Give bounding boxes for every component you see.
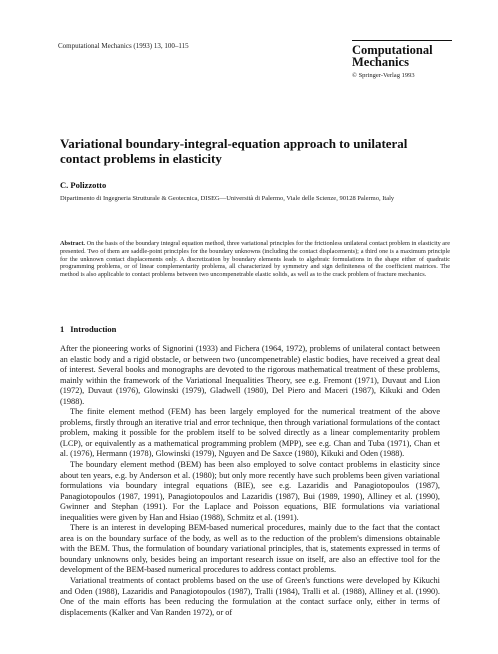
abstract-text: On the basis of the boundary integral equation method, three variational principles for the frictionless unilateral contact problem in elasticity are presented. Two of them are saddle-point principles for the boundary unknowns (including the contact displacements); a third one is a maximum principle for the unknown contact displacements only. A discretization by boundary elements leads to algebraic formulations in the shape either of quadratic programming problems, or of linear complementarity problems, all characterized by symmetry and sign definiteness of the coefficient matrices. The method is also applicable to contact problems between two uncompenetrable elastic solids, as well as to the crack problem of fracture mechanics. <box>60 240 450 279</box>
copyright-notice: © Springer-Verlag 1993 <box>352 72 415 79</box>
journal-brand <box>352 40 452 79</box>
paragraph: The boundary element method (BEM) has been also employed to solve contact problems in elasticity since about ten years, e.g. by Anderson et al. (1980); but only more recently have such problems been given variational formulations via boundary integral equations (BIE), see e.g. Lazaridis and Panagiotopoulos (1987), Panagiotopoulos (1987, 1991), Panagiotopoulos and Lazaridis (1987), Bui (1989, 1990), Alliney et al. (1990), Gwinner and Stephan (1991). For the Laplace and Poisson equations, BIE formulations via variational inequalities were given by Han and Hsiao (1988), Schmitz et al. (1991). <box>60 460 440 522</box>
paragraph: There is an interest in developing BEM-based numerical procedures, mainly due to the fact that the contact area is on the boundary surface of the body, as well as to the reduction of the problem's dimensions obtainable with the BEM. Thus, the formulation of boundary variational principles, that is, statements expressed in terms of boundary unknowns only, besides being an important research issue on itself, are also an effective tool for the development of the BEM-based numerical procedures to address contact problems. <box>60 523 440 575</box>
journal-reference: Computational Mechanics (1993) 13, 100–115 <box>58 42 189 50</box>
brand-name-line2: Mechanics <box>352 55 409 69</box>
paragraph: The finite element method (FEM) has been largely employed for the numerical treatment of the above problems, firstly through an iterative trial and error technique, then through variational formulations of the contact problem, making it possible for the problem itself to be solved directly as a linear complementarity problem (LCP), or equivalently as a mathematical programming problem (MPP), see e.g. Chan and Tuba (1971), Chan et al. (1976), Hermann (1978), Glowinski (1979), Nguyen and De Saxce (1980), Kikuki and Oden (1988). <box>60 407 440 459</box>
paragraph: After the pioneering works of Signorini (1933) and Fichera (1964, 1972), problems of unilateral contact between an elastic body and a rigid obstacle, or between two (uncompenetrable) elastic bodies, have received a great deal of interest. Several books and monographs are devoted to the rigorous mathematical treatment of these problems, mainly within the framework of the Variational Inequalities Theory, see e.g. Fremont (1971), Duvaut and Lion (1972), Duvaut (1976), Glowinski (1979), Gladwell (1980), Del Piero and Maceri (1987), Kikuki and Oden (1988). <box>60 344 440 406</box>
abstract-label: Abstract. <box>60 240 86 247</box>
body-text <box>60 344 440 618</box>
paragraph: Variational treatments of contact problems based on the use of Green's functions were developed by Kikuchi and Oden (1988), Lazaridis and Panagiotopoulos (1987), Tralli (1984), Tralli et al. (1988), Alliney et al. (1990). One of the main efforts has been reducing the formulation at the contact surface only, either in terms of displacements (Kalker and Van Randen 1972), or of <box>60 576 440 617</box>
article-title: Variational boundary-integral-equation approach to unilateral contact problems in elasticity <box>60 136 408 166</box>
brand-name-line1: Computational <box>352 43 433 57</box>
section-number: 1 <box>60 324 65 334</box>
author-name: C. Polizzotto <box>60 180 107 190</box>
section-heading <box>60 324 116 334</box>
abstract <box>60 240 450 279</box>
section-title: Introduction <box>70 324 117 334</box>
brand-rule <box>352 40 452 41</box>
author-affiliation: Dipartimento di Ingegneria Strutturale & Geotecnica, DISEG—Università di Palermo, Viale delle Scienze, 90128 Palermo, Italy <box>60 195 395 202</box>
